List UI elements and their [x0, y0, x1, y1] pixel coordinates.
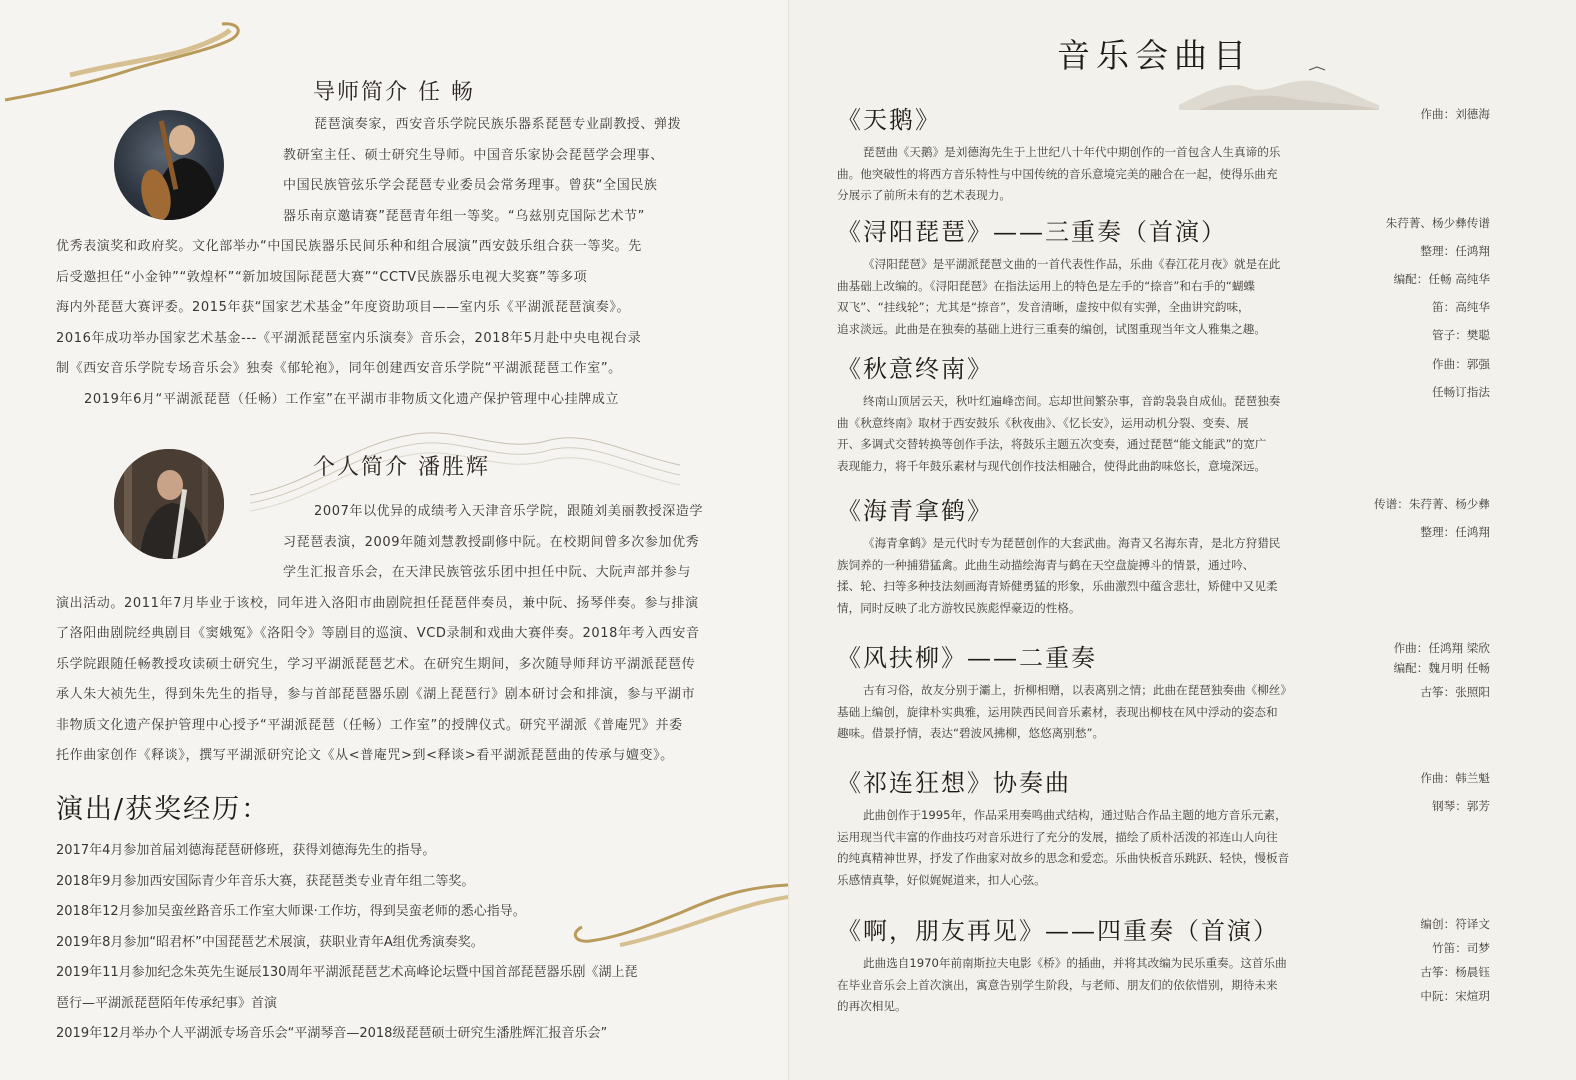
- piece-credits: [1386, 209, 1490, 349]
- bio-line: 承人朱大祯先生，得到朱先生的指导，参与首部琵琶器乐剧《湖上琵琶行》剧本研讨会和排演，参与平湖市: [56, 687, 696, 702]
- awards-heading: 演出/获奖经历：: [56, 794, 271, 825]
- piece-credits: [1420, 764, 1490, 820]
- piece-title: 《秋意终南》: [837, 355, 993, 383]
- bio-line: 2007年以优异的成绩考入天津音乐学院，跟随刘美丽教授深造学: [314, 504, 704, 519]
- bio-line: 制《西安音乐学院专场音乐会》独奏《郁轮袍》，同年创建西安音乐学院“平湖派琵琶工作室”。: [56, 361, 622, 376]
- bio-line: 乐学院跟随任畅教授攻读硕士研究生，学习平湖派琵琶艺术。在研究生期间，多次随导师拜访平湖派琵琶传: [56, 656, 696, 672]
- desc-line: 终南山顶居云天，秋叶红遍峰峦间。忘却世间繁杂事，音韵袅袅自成仙。琵琶独奏: [863, 394, 1281, 408]
- awards-list: [56, 836, 637, 1050]
- desc-line: 此曲选自1970年前南斯拉夫电影《桥》的插曲，并将其改编为民乐重奏。这首乐曲: [863, 956, 1287, 970]
- credit-line: 作曲：韩兰魁: [1420, 771, 1490, 785]
- award-item: 2019年11月参加纪念朱英先生诞辰130周年平湖派琵琶艺术高峰论坛暨中国首部琵琶器乐剧《湖上琵: [56, 965, 638, 980]
- credit-line: 传谱：朱荇菁、杨少彝: [1374, 497, 1490, 511]
- bio-line: 器乐南京邀请赛”琵琶青年组一等奖。“乌兹别克国际艺术节”: [283, 208, 646, 224]
- award-item: 2019年12月举办个人平湖派专场音乐会“平湖琴音—2018级琵琶硕士研究生潘胜辉汇报音乐会”: [56, 1026, 608, 1041]
- bio-line: 海内外琵琶大赛评委。2015年获“国家艺术基金”年度资助项目——室内乐《平湖派琵琶演奏》。: [56, 300, 631, 315]
- right-page: [788, 0, 1576, 1080]
- desc-line: 双飞”、“挂线轮”；尤其是“捺音”，发音清晰，虚按中似有实弹，全曲讲究韵味，: [837, 300, 1250, 314]
- bio-line: 2016年成功举办国家艺术基金---《平湖派琵琶室内乐演奏》音乐会，2018年5月赴中央电视台录: [56, 330, 642, 346]
- bio-line: 2019年6月“平湖派琵琶（任畅）工作室”在平湖市非物质文化遗产保护管理中心挂牌成立: [84, 391, 620, 407]
- bio-line: 习琵琶表演，2009年随刘慧教授副修中阮。在校期间曾多次参加优秀: [283, 534, 700, 550]
- personal-bio: [0, 497, 788, 772]
- desc-line: 《海青拿鹤》是元代时专为琵琶创作的大套武曲。海青又名海东青，是北方狩猎民: [863, 536, 1281, 550]
- award-item: 琶行—平湖派琵琶陌年传承纪事》首演: [56, 995, 278, 1011]
- program-item: [837, 640, 1357, 745]
- piece-description: [837, 391, 1357, 477]
- personal-heading: 个人简介 潘胜辉: [313, 455, 490, 480]
- gold-swirl-decoration-top: [0, 10, 260, 110]
- program-item: [837, 913, 1357, 1018]
- desc-line: 《浔阳琵琶》是平湖派琵琶文曲的一首代表性作品，乐曲《春江花月夜》就是在此: [863, 257, 1281, 271]
- piece-title: 《浔阳琵琶》——三重奏（首演）: [837, 218, 1227, 246]
- credit-line: 古筝：张照阳: [1420, 685, 1490, 699]
- piece-description: [837, 805, 1357, 891]
- bio-line: 琵琶演奏家，西安音乐学院民族乐器系琵琶专业副教授、弹拨: [314, 117, 682, 132]
- piece-credits: [1374, 490, 1490, 546]
- piece-title: 《海青拿鹤》: [837, 497, 993, 525]
- credit-line: 作曲：刘德海: [1420, 107, 1490, 121]
- piece-credits: [1420, 100, 1490, 128]
- award-item: 2018年9月参加西安国际青少年音乐大赛，获琵琶类专业青年组二等奖。: [56, 873, 475, 889]
- program-item: [837, 493, 1357, 619]
- piece-description: [837, 254, 1357, 340]
- desc-line: 情，同时反映了北方游牧民族彪悍豪迈的性格。: [837, 600, 1081, 615]
- desc-line: 琵琶曲《天鹅》是刘德海先生于上世纪八十年代中期创作的一首包含人生真谛的乐: [863, 145, 1281, 159]
- bio-line: 后受邀担任“小金钟”“敦煌杯”“新加坡国际琵琶大赛”“CCTV民族器乐电视大奖赛”等多项: [56, 269, 588, 285]
- bio-line: 教研室主任、硕士研究生导师。中国音乐家协会琵琶学会理事、: [283, 147, 664, 163]
- bio-line: 优秀表演奖和政府奖。文化部举办“中国民族器乐民间乐种和组合展演”西安鼓乐组合获一等奖。先: [56, 239, 642, 254]
- piece-description: [837, 680, 1357, 745]
- tutor-heading: 导师简介 任 畅: [313, 80, 475, 105]
- credit-line: 编创：符译文: [1420, 917, 1490, 931]
- program-item: [837, 765, 1357, 891]
- award-item: 2017年4月参加首届刘德海琵琶研修班，获得刘德海先生的指导。: [56, 843, 436, 858]
- bio-line: 非物质文化遗产保护管理中心授予“平湖派琵琶（任畅）工作室”的授牌仪式。研究平湖派《普庵咒》并委: [56, 717, 683, 733]
- credit-line: 作曲：任鸿翔 梁欣: [1393, 641, 1490, 655]
- program-item: [837, 351, 1357, 477]
- desc-line: 曲。他突破性的将西方音乐特性与中国传统的音乐意境完美的融合在一起，使得乐曲充: [837, 166, 1278, 181]
- credit-line: 竹笛：司梦: [1432, 941, 1490, 955]
- desc-line: 表现能力，将千年鼓乐素材与现代创作技法相融合，使得此曲韵味悠长，意境深远。: [837, 458, 1266, 473]
- desc-line: 乐感情真挚，好似娓娓道来，扣人心弦。: [837, 872, 1046, 887]
- desc-line: 族饲养的一种捕猎猛禽。此曲生动描绘海青与鹤在天空盘旋搏斗的情景，通过吟、: [837, 557, 1255, 572]
- piece-credits: [1420, 912, 1490, 1008]
- desc-line: 趣味。借景抒情，表达“碧波风拂柳，悠悠离别愁”。: [837, 726, 1105, 740]
- desc-line: 古有习俗，故友分别于灞上，折柳相赠，以表离别之情；此曲在琵琶独奏曲《柳丝》: [863, 683, 1292, 697]
- credit-line: 编配：任畅 高纯华: [1393, 272, 1490, 286]
- bio-line: 托作曲家创作《释谈》，撰写平湖派研究论文《从<普庵咒>到<释谈>看平湖派琵琶曲的传承与嬗变》。: [56, 748, 674, 763]
- bio-line: 中国民族管弦乐学会琵琶专业委员会常务理事。曾获“全国民族: [283, 178, 658, 193]
- desc-line: 曲《秋意终南》取材于西安鼓乐《秋夜曲》、《忆长安》，运用动机分裂、变奏、展: [837, 415, 1249, 430]
- desc-line: 的再次相见。: [837, 999, 907, 1013]
- credit-line: 钢琴：郭芳: [1432, 799, 1490, 813]
- desc-line: 基础上编创，旋律朴实典雅，运用陕西民间音乐素材，表现出柳枝在风中浮动的姿态和: [837, 704, 1278, 719]
- bio-line: 演出活动。2011年7月毕业于该校，同年进入洛阳市曲剧院担任琵琶伴奏员，兼中阮、扬琴伴奏。参与排演: [56, 595, 699, 611]
- desc-line: 此曲创作于1995年，作品采用奏鸣曲式结构，通过贴合作品主题的地方音乐元素，: [863, 808, 1287, 822]
- award-item: 2018年12月参加吴蛮丝路音乐工作室大师课·工作坊，得到吴蛮老师的悉心指导。: [56, 904, 526, 919]
- credit-line: 笛：高纯华: [1432, 300, 1490, 314]
- piece-description: [837, 533, 1357, 619]
- piece-credits: [1394, 638, 1490, 706]
- desc-line: 揉、轮、扫等多种技法刻画海青矫健勇猛的形象，乐曲激烈中蕴含悲壮，矫健中又见柔: [837, 579, 1278, 593]
- award-item: 2019年8月参加“昭君杯”中国琵琶艺术展演，获职业青年A组优秀演奏奖。: [56, 934, 484, 950]
- credit-line: 编配：魏月明 任畅: [1393, 661, 1490, 675]
- credit-line: 整理：任鸿翔: [1420, 525, 1490, 539]
- program-item: [837, 214, 1357, 340]
- piece-title: 《天鹅》: [837, 106, 941, 134]
- credit-line: 管子：樊聪: [1432, 328, 1490, 342]
- piece-credits: [1432, 350, 1490, 406]
- desc-line: 的纯真精神世界，抒发了作曲家对故乡的思念和爱恋。乐曲快板音乐跳跃、轻快，慢板音: [837, 851, 1290, 865]
- desc-line: 开、多调式交替转换等创作手法，将鼓乐主题五次变奏，通过琵琶“能文能武”的宽广: [837, 437, 1267, 451]
- bio-line: 学生汇报音乐会，在天津民族管弦乐团中担任中阮、大阮声部并参与: [283, 565, 692, 580]
- desc-line: 分展示了前所未有的艺术表现力。: [837, 188, 1011, 202]
- desc-line: 在毕业音乐会上首次演出，寓意告别学生阶段，与老师、朋友们的依依惜别，期待未来: [837, 977, 1278, 992]
- piece-title: 《祁连狂想》协奏曲: [837, 769, 1071, 797]
- tutor-bio: [0, 110, 788, 415]
- program-title: 音乐会曲目: [1057, 36, 1252, 75]
- program-item: [837, 102, 1357, 207]
- credit-line: 中阮：宋煊玥: [1420, 989, 1490, 1003]
- piece-title: 《风扶柳》——二重奏: [837, 644, 1097, 672]
- piece-description: [837, 142, 1357, 207]
- credit-line: 任畅订指法: [1432, 385, 1490, 399]
- credit-line: 朱荇菁、杨少彝传谱: [1385, 216, 1490, 230]
- desc-line: 追求淡远。此曲是在独奏的基础上进行三重奏的编创，试图重现当年文人雅集之趣。: [837, 321, 1266, 336]
- piece-title: 《啊，朋友再见》——四重奏（首演）: [837, 917, 1279, 945]
- desc-line: 曲基础上改编的。《浔阳琵琶》在指法运用上的特色是左手的“捺音”和右手的“蝴蝶: [837, 278, 1256, 293]
- credit-line: 作曲：郭强: [1432, 357, 1490, 371]
- bio-line: 了洛阳曲剧院经典剧目《窦娥冤》《洛阳令》等剧目的巡演、VCD录制和戏曲大赛伴奏。2018年考入西安音: [56, 626, 700, 641]
- piece-description: [837, 953, 1357, 1018]
- desc-line: 运用现当代丰富的作曲技巧对音乐进行了充分的发展，描绘了质朴活泼的祁连山人向往: [837, 829, 1278, 844]
- credit-line: 整理：任鸿翔: [1420, 244, 1490, 258]
- credit-line: 古筝：杨晨钰: [1420, 965, 1490, 979]
